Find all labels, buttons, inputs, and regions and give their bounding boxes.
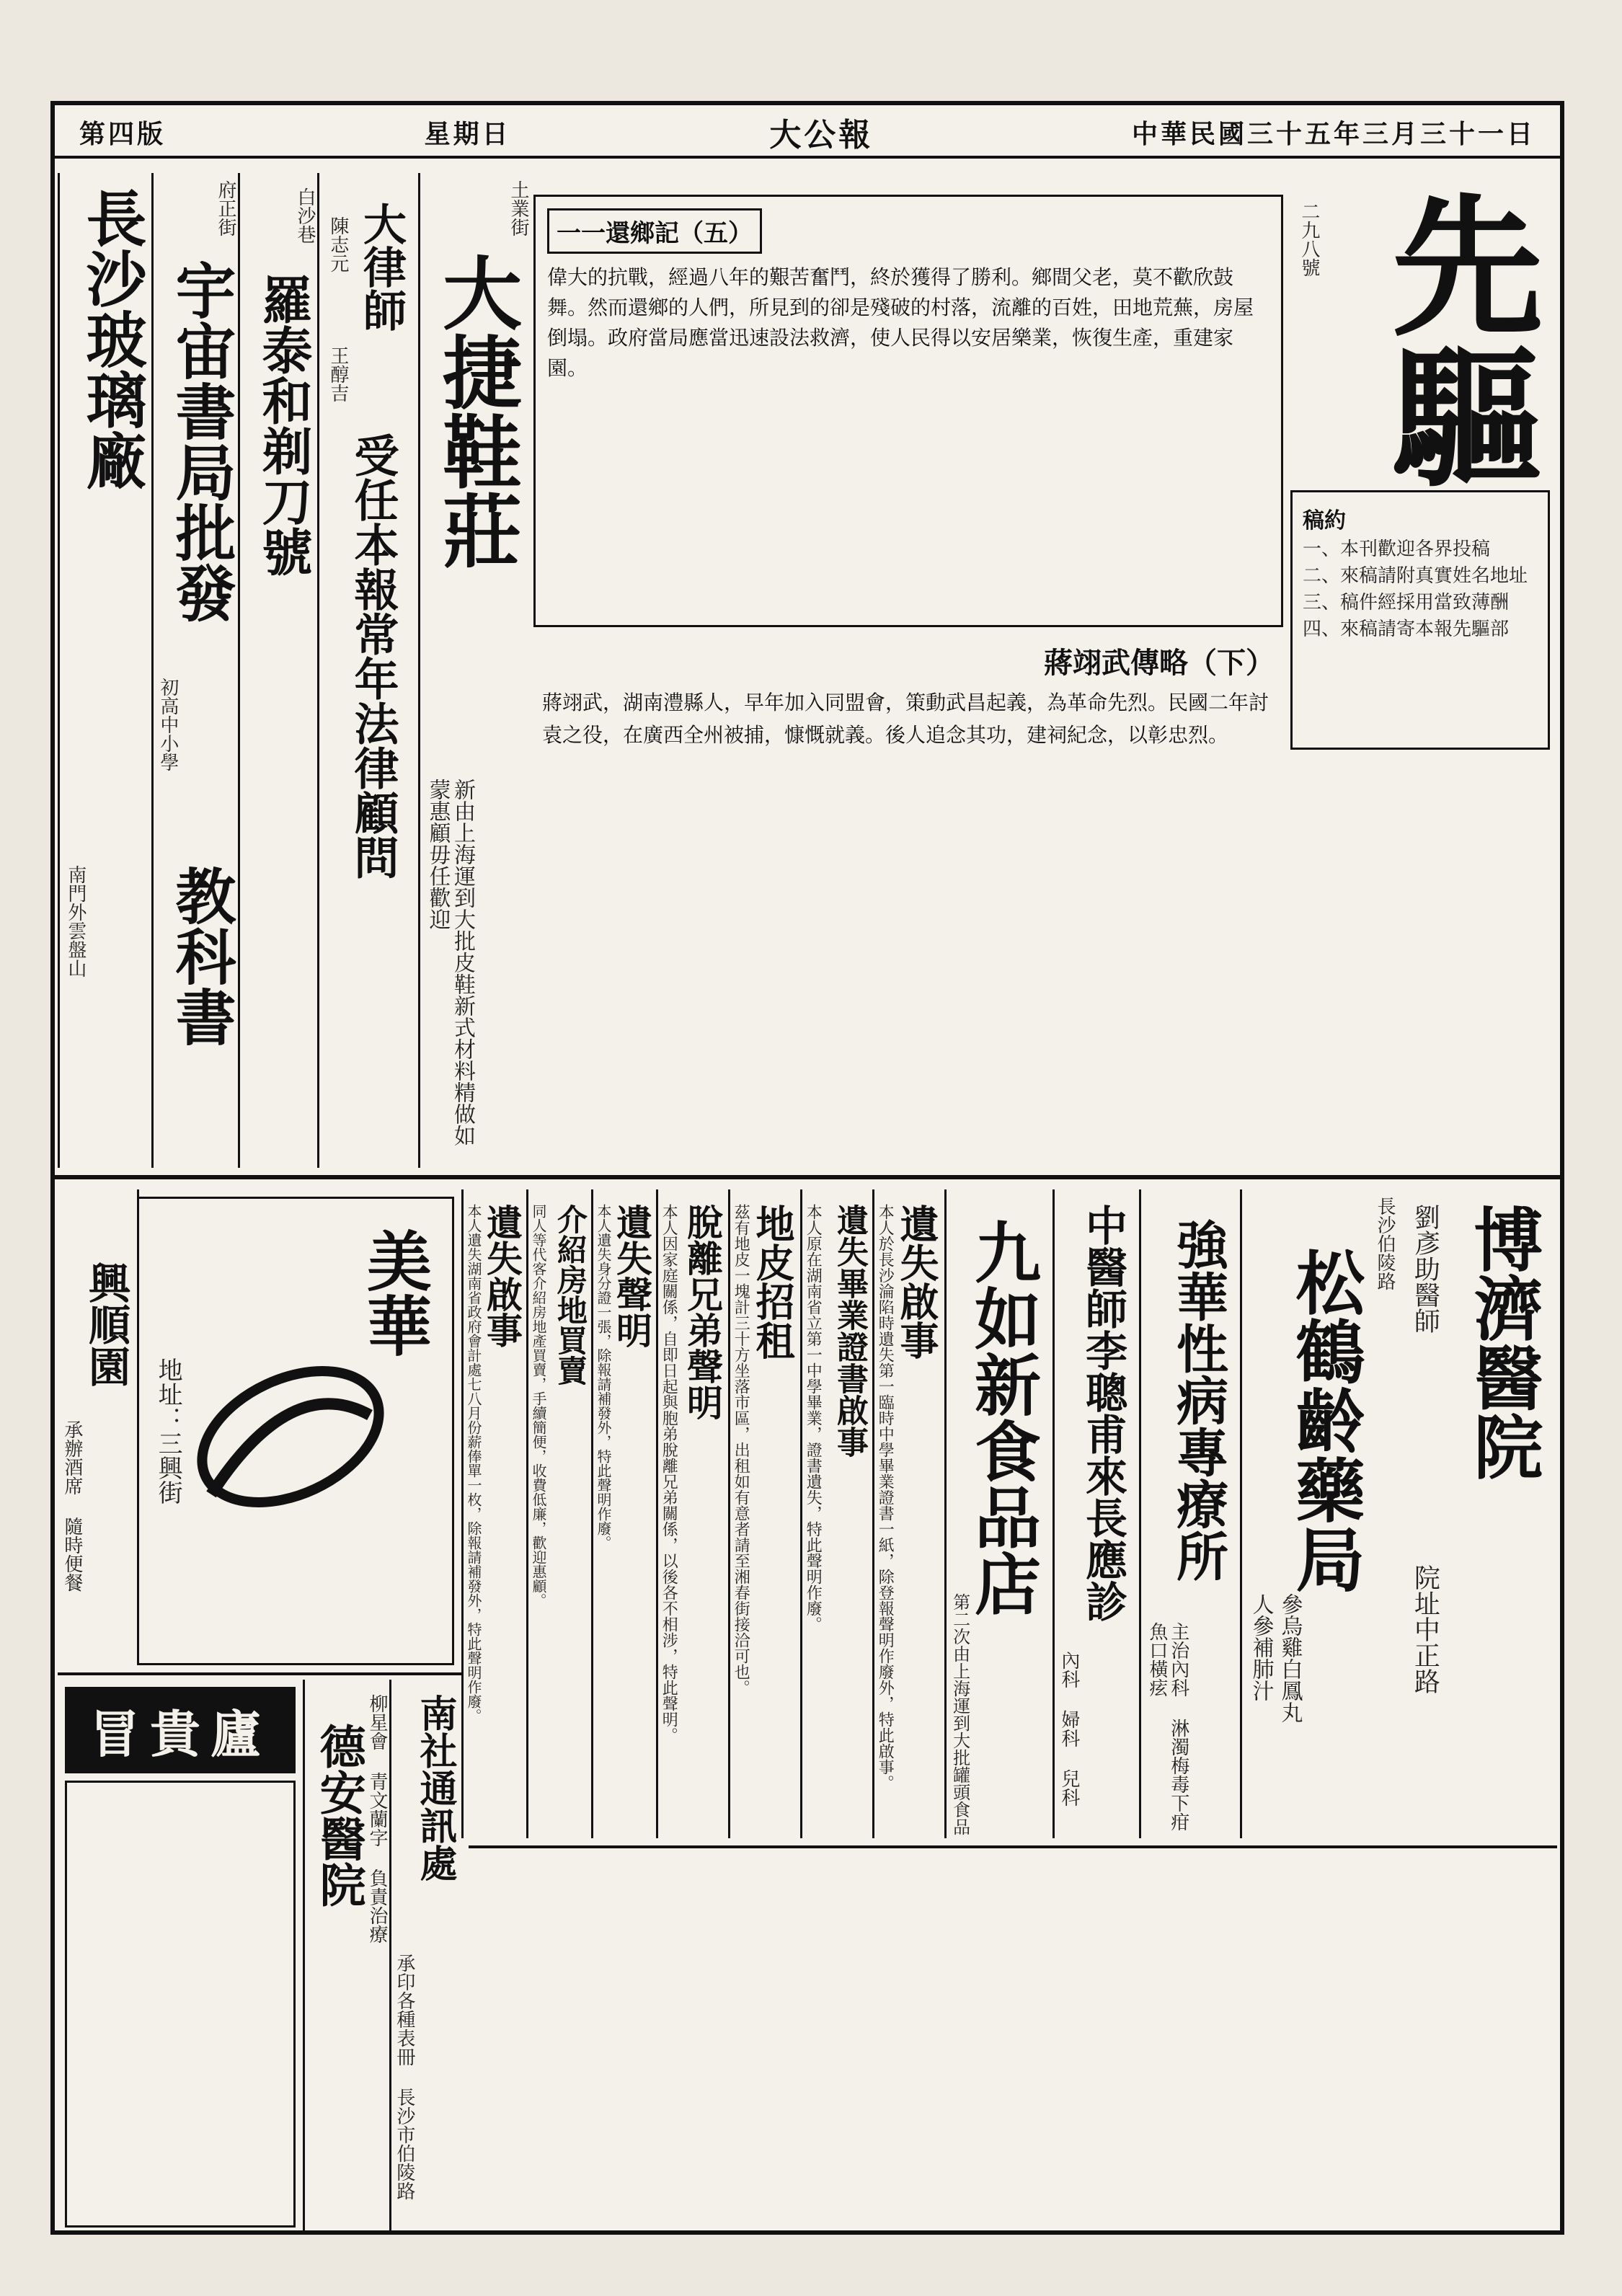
serial-column [1283, 173, 1557, 1168]
ad-hospital-doctor: 劉彥助醫師 [1410, 1204, 1440, 1334]
notice-body: 本人於長沙淪陷時遺失第一臨時中學畢業證書一紙，除登報聲明作廢外，特此啟事。 [876, 1204, 895, 1791]
ad-lawyer [317, 173, 420, 1168]
ad-lawyer-headline: 受任本報常年法律顧問 [347, 433, 399, 879]
article-biography [533, 634, 1283, 1168]
serial-notice-title: 稿約 [1303, 508, 1346, 533]
notice [526, 1189, 593, 1838]
ad-scissors [238, 173, 319, 1168]
masthead-paper: 大公報 [769, 117, 874, 154]
ad-hospital2 [303, 1680, 391, 2235]
ad-graphic-illustration [182, 1329, 399, 1545]
ad-restaurant [58, 1189, 139, 1665]
ad-food-addr: 第二次由上海運到大批罐頭食品 [949, 1593, 970, 1835]
ad-lawyer-name: 王醇吉 [327, 346, 349, 402]
ad-printing-desc: 承印各種表冊 長沙市伯陵路 [393, 1954, 415, 2200]
serial-notice-box [1290, 490, 1550, 750]
notice-body: 本人遺失湖南省政府會計處七八月份薪俸單一枚，除報請補發外，特此聲明作廢。 [465, 1204, 482, 1723]
horizontal-divider [58, 1672, 461, 1675]
notice-body: 同人等代客介紹房地產買賣，手續簡便，收費低廉，歡迎惠顧。 [530, 1204, 547, 1608]
ad-printing-name: 南社通訊處 [413, 1694, 457, 1881]
serial-title: 先驅 [1367, 187, 1545, 490]
article-return-home [533, 195, 1283, 627]
notice-body: 本人原在湖南省立第一中學畢業，證書遺失，特此聲明作廢。 [804, 1204, 823, 1632]
ad-medicine-name: 松鶴齡藥局 [1285, 1247, 1366, 1593]
masthead-date: 中華民國三十五年三月三十一日 [1131, 118, 1535, 149]
notice [591, 1189, 658, 1838]
article-bio-title: 蔣翊武傳略（下） [1044, 646, 1275, 680]
ad-glass-addr: 南門外雲盤山 [64, 865, 87, 978]
ad-shoes-name: 大捷鞋莊 [430, 252, 523, 569]
ad-doctor [1052, 1189, 1141, 1838]
ad-food [944, 1189, 1055, 1838]
serial-notice-item: 二、來稿請附真實姓名地址 [1303, 565, 1528, 587]
ad-hospital [1399, 1189, 1557, 1838]
ad-hospital2-desc: 柳星會 青文蘭字 負責治療 [366, 1694, 388, 1943]
notice [728, 1189, 802, 1838]
article-return-title: 一一還鄉記（五） [547, 208, 762, 254]
ad-clinic-desc: 主治內科 淋濁梅毒下疳魚口橫痃 [1145, 1622, 1189, 1831]
notice-title: 脫離兄弟聲明 [681, 1204, 724, 1420]
notice-title: 遺失聲明 [611, 1204, 653, 1348]
ad-medicine-product: 參烏雞白鳳丸 [1277, 1593, 1303, 1723]
ad-lawyer-title: 大律師 [356, 202, 407, 332]
ad-lawyer-name: 陳志元 [327, 216, 349, 272]
ad-books-subtitle: 初高中小學 [156, 678, 179, 771]
ad-glass-name: 長沙玻璃廠 [76, 187, 148, 490]
notice-title: 遺失啟事 [481, 1204, 523, 1348]
ad-shoes-desc: 新由上海運到大批皮鞋新式材料精做如蒙惠顧毋任歡迎 [425, 779, 475, 1146]
ad-bottom-banner-name: 冒貴廬 [89, 1703, 271, 1764]
ad-doctor-desc: 內科 婦科 兒科 [1058, 1651, 1080, 1807]
horizontal-divider [50, 1175, 1564, 1179]
ad-scissors-name: 羅泰和剃刀號 [254, 274, 314, 577]
masthead-edition: 第四版 [79, 118, 167, 149]
ad-restaurant-desc: 承辦酒席 隨時便餐 [61, 1420, 83, 1592]
notice [872, 1189, 947, 1838]
ad-restaurant-name: 興順園 [81, 1262, 130, 1387]
article-bio-body: 蔣翊武，湖南澧縣人，早年加入同盟會，策動武昌起義，為革命先烈。民國二年討袁之役，在廣西全州被捕，慷慨就義。後人追念其功，建祠紀念，以彰忠烈。 [542, 691, 1269, 747]
ad-scissors-place: 白沙巷 [294, 187, 316, 244]
ad-printing [389, 1680, 464, 2235]
serial-issue: 二九八號 [1298, 202, 1320, 277]
ad-hospital2-name: 德安醫院 [311, 1723, 366, 1907]
notice-title: 地皮招租 [750, 1204, 796, 1360]
ad-shoes [418, 173, 536, 1168]
ad-doctor-name: 中醫師李聰甫來長應診 [1078, 1204, 1127, 1622]
notice [656, 1189, 730, 1838]
article-return-body: 偉大的抗戰，經過八年的艱苦奮鬥，終於獲得了勝利。鄉間父老，莫不歡欣鼓舞。然而還鄉的人們，所見到的卻是殘破的村落，流離的百姓，田地荒蕪，房屋倒塌。政府當局應當迅速設法救濟，使人民得以安居樂業，恢復生產，重建家園。 [547, 265, 1254, 380]
notice [800, 1189, 874, 1838]
serial-notice-item: 三、稿件經採用當致薄酬 [1303, 592, 1510, 613]
ad-books-item: 教科書 [166, 865, 237, 1047]
serial-notice-item: 一、本刊歡迎各界投稿 [1303, 538, 1491, 560]
small-notice-column [65, 1781, 296, 2228]
ad-medicine-place: 長沙伯陵路 [1374, 1197, 1396, 1290]
bottom-ads-region [469, 1845, 1557, 2228]
notice-body: 本人遺失身分證一張，除報請補發外，特此聲明作廢。 [595, 1204, 612, 1550]
ad-food-name: 九如新食品店 [964, 1218, 1042, 1616]
ad-graphic-addr: 地址：三興街 [154, 1357, 183, 1504]
ad-glass [58, 173, 154, 1168]
ad-bottom-banner [65, 1687, 296, 1773]
ad-shoes-street: 土業街 [508, 180, 529, 236]
ad-books-place: 府正街 [215, 180, 236, 236]
small-notice-text [67, 1783, 293, 1819]
masthead-day: 星期日 [424, 118, 511, 149]
ad-clinic [1139, 1189, 1242, 1838]
notice-body: 本人因家庭關係，自即日起與胞弟脫離兄弟關係，以後各不相涉，特此聲明。 [660, 1204, 678, 1743]
ad-hospital-addr: 院址中正路 [1410, 1564, 1440, 1694]
ad-hospital-name: 博濟醫院 [1463, 1204, 1544, 1481]
notice-body: 茲有地皮一塊計三十方坐落市區，出租如有意者請至湘春街接洽可也。 [732, 1204, 750, 1696]
serial-notice-item: 四、來稿請寄本報先驅部 [1303, 619, 1510, 640]
ad-graphic [137, 1197, 454, 1665]
notice-title: 遺失啟事 [894, 1204, 940, 1360]
notice [461, 1189, 528, 1838]
ad-clinic-name: 強華性病專療所 [1168, 1218, 1229, 1582]
ad-books [151, 173, 240, 1168]
ad-medicine-product: 人參補肺汁 [1248, 1593, 1274, 1701]
ad-medicine [1240, 1189, 1401, 1838]
masthead [50, 108, 1564, 159]
notice-title: 介紹房地買賣 [553, 1204, 588, 1386]
ad-books-name: 宇宙書局批發 [166, 260, 237, 623]
ad-graphic-name: 美華 [355, 1228, 432, 1357]
notice-title: 遺失畢業證書啟事 [831, 1204, 868, 1458]
